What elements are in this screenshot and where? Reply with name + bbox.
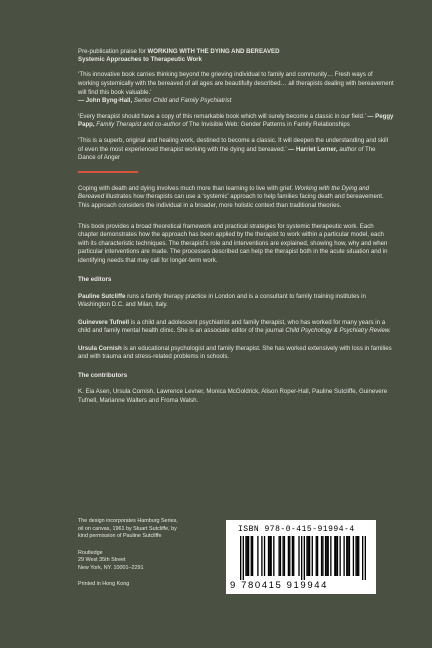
barcode-bar (261, 536, 262, 576)
publisher-address: Routledge 29 West 35th Street New York, NY. 10001–2291 (78, 549, 144, 571)
barcode-bar (346, 536, 347, 576)
barcode-bar (316, 536, 317, 576)
barcode-bar (328, 536, 329, 576)
barcode-bar (282, 536, 283, 576)
barcode-bar (243, 536, 244, 580)
barcode-bar (349, 536, 350, 576)
barcode-bars (240, 536, 366, 580)
barcode-bar (289, 536, 290, 576)
barcode-bar (326, 536, 327, 576)
barcode-bar (301, 536, 302, 580)
barcode-bar (306, 536, 307, 576)
credits (78, 518, 228, 598)
quote-3: ‘This is a superb, original and healing work, destined to become a classic. It will deepen the understanding and skill of even the most experienced therapist working with the dying and bereaved.’ — Harriet Lerner, author of The Dance of Anger (78, 136, 388, 162)
barcode-bar (273, 536, 274, 576)
barcode-bar (252, 536, 253, 576)
barcode-bar (245, 536, 246, 576)
barcode-bar (308, 536, 309, 576)
back-cover-text (78, 48, 394, 405)
barcode-bar (257, 536, 258, 576)
barcode-bar (357, 536, 358, 576)
accent-divider (78, 171, 138, 173)
editor-bio: Pauline Sutcliffe runs a family therapy practice in London and is a consultant to family training institutes in Washington D.C. and Milan, Italy. (78, 292, 366, 309)
praise-intro: Pre-publication praise for (78, 48, 146, 55)
description-paragraph-2: This book provides a broad theoretical framework and practical strategies for systemic therapeutic work. Each chapter demonstrates how the approach has been applied by the therapist to work within a particular model, each with its characteristic techniques. The therapist’s role and interventions are explained, showing how, why and when particular interventions are made. The processes described can help the therapist both in the acute situation and in identifying needs that may call for longer-term work. (78, 222, 388, 264)
isbn-number: 9 780415 919944 (230, 580, 328, 591)
description-paragraph-1: Coping with death and dying involves much more than learning to live with grief. Working with the Dying and Bereaved illustrates how therapists can use a ‘systemic’ approach to help families facing death and bereavement. This approach considers the individual in a broader, more holistic context than traditional theories. (78, 184, 384, 209)
barcode-bar (248, 536, 249, 576)
barcode-bar (269, 536, 270, 576)
barcode-bar (343, 536, 344, 576)
editors-heading: The editors (78, 275, 112, 283)
barcode-bar (251, 536, 252, 576)
barcode-bar (264, 536, 265, 576)
isbn-barcode (226, 520, 376, 594)
printed-in: Printed in Hong Kong (78, 581, 130, 587)
quote-2: ‘Every therapist should have a copy of this remarkable book which will surely become a classic in our field.’ — Peggy Papp, Family Therapist and co-author of The Invisible Web: Gender Patterns in Family Relationships (78, 112, 394, 129)
barcode-bar (280, 536, 281, 576)
cover-design-credit: The design incorporates Hamburg Series, oil on canvas, 1961 by Stuart Sutcliffe, by kind permission of Pauline Sutcliffe (78, 518, 178, 539)
barcode-bar (362, 536, 363, 580)
barcode-bar (312, 536, 313, 576)
quote-1: ‘This innovative book carries thinking beyond the grieving individual to family and community… Fresh ways of working systemically with the bereaved of all ages are beautifully described… all therapists dealing with bereavement will find this book valuable.’ — John Byng-Hall, Senior Child and Family Psychiatrist (78, 71, 394, 105)
barcode-bar (339, 536, 340, 576)
barcode-bar (322, 536, 323, 576)
barcode-bar (337, 536, 338, 576)
barcode-bar (278, 536, 279, 576)
barcode-bar (321, 536, 322, 576)
barcode-bar (358, 536, 359, 576)
barcode-bar (268, 536, 269, 576)
contributors-heading: The contributors (78, 372, 128, 380)
barcode-bar (317, 536, 318, 576)
barcode-bar (298, 536, 299, 576)
barcode-bar (365, 536, 366, 580)
barcode-bar (288, 536, 289, 576)
barcode-bar (353, 536, 354, 576)
barcode-bar (335, 536, 336, 576)
barcode-bar (247, 536, 248, 576)
praise-header (78, 48, 394, 64)
barcode-bar (309, 536, 310, 576)
barcode-bar (271, 536, 272, 576)
barcode-bar (330, 536, 331, 576)
book-title: WORKING WITH THE DYING AND BEREAVED (147, 48, 280, 55)
editor-bio: Ursula Cornish is an educational psychologist and family therapist. She has worked extensively with loss in families and with trauma and stress-related problems in schools. (78, 344, 392, 361)
barcode-bar (334, 536, 335, 576)
barcode-bar (284, 536, 285, 576)
editor-bio: Guinevere Tufnell is a child and adolescent psychiatrist and family therapist, who has worked for many years in a child and family mental health clinic. She is an associate editor of the journal Child Psychology & Psychiatry Review. (78, 318, 391, 335)
contributors-list: K. Eia Asen, Ursula Cornish, Lawrence Levner, Monica McGoldrick, Alison Roper-Hall, Pauline Sutcliffe, Guinevere Tufnell, Marianne Walters and Froma Walsh. (78, 388, 388, 404)
isbn-label: ISBN 978-0-415-91994-4 (238, 525, 355, 534)
book-subtitle: Systemic Approaches to Therapeutic Work (78, 56, 202, 64)
barcode-bar (355, 536, 356, 576)
barcode-bar (293, 536, 294, 576)
barcode-bar (347, 536, 348, 576)
barcode-bar (325, 536, 326, 576)
barcode-bar (304, 536, 305, 580)
barcode-bar (240, 536, 241, 580)
barcode-bar (292, 536, 293, 576)
